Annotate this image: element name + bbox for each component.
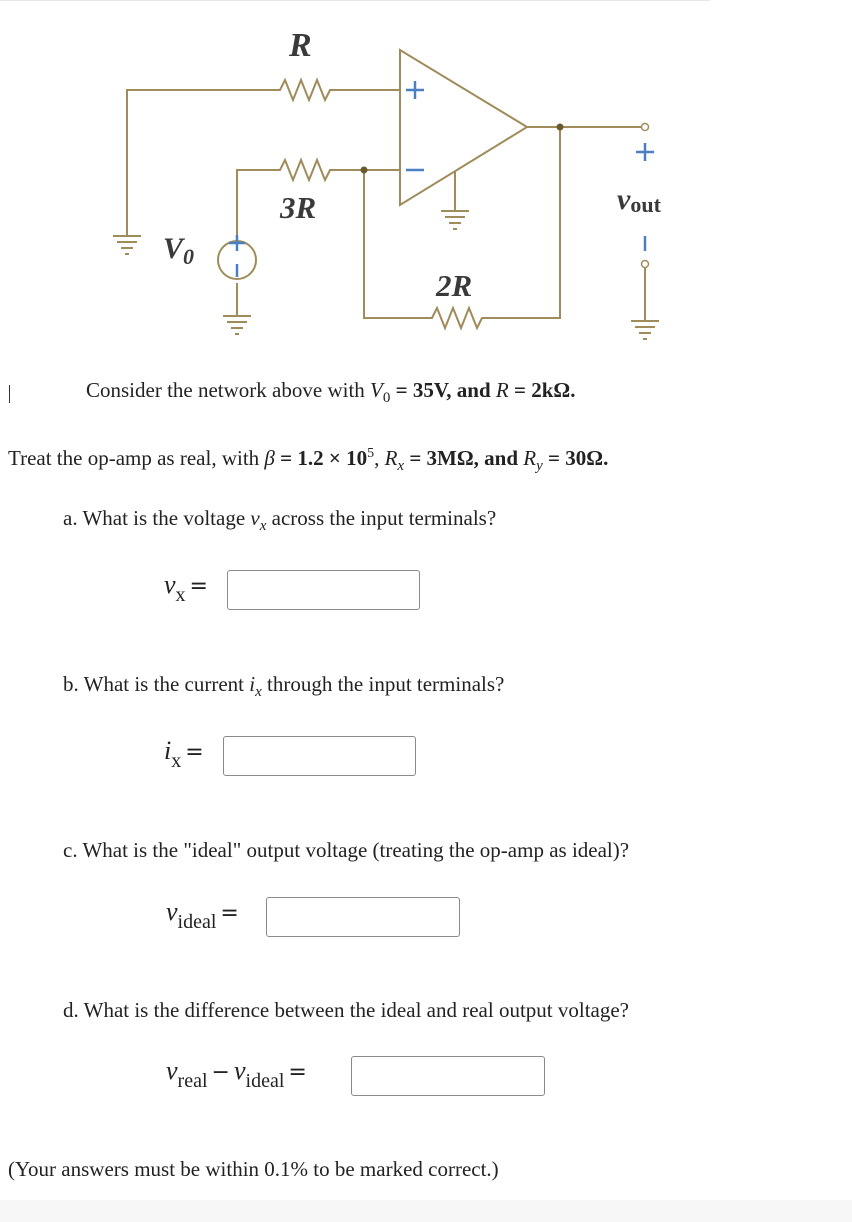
resistor-R	[268, 80, 342, 100]
question-c: c. What is the "ideal" output voltage (treating the op-amp as ideal)?	[63, 838, 630, 862]
p2-d: = 3MΩ, and	[404, 446, 524, 470]
text-cursor	[9, 385, 10, 403]
p2-a: Treat the op-amp as real, with	[8, 446, 265, 470]
ground-icon-output	[631, 321, 659, 339]
ground-icon-source	[223, 316, 251, 334]
p2-beta: β	[264, 446, 275, 470]
label-vout	[617, 183, 661, 217]
p1-Vsub: 0	[382, 390, 391, 406]
ix-sub: x	[171, 750, 182, 772]
p1-R: R	[495, 378, 509, 402]
circuit-wires	[127, 90, 645, 320]
qb-text-1: b. What is the current	[63, 672, 250, 696]
p2-e: = 30Ω.	[542, 446, 609, 470]
answer-label-difference	[166, 1056, 311, 1096]
label-v0-main: V	[163, 232, 184, 265]
videal2-sub: ideal	[245, 1070, 285, 1092]
label-3R: 3R	[280, 190, 317, 225]
voltage-source-v0	[218, 235, 256, 279]
label-vout-sub: out	[630, 192, 661, 217]
p2-Ry: R	[523, 446, 537, 470]
p2-Ry-sub: y	[536, 458, 543, 474]
question-b	[63, 672, 505, 700]
ground-icon-opamp	[441, 211, 469, 229]
qa-text-2: across the input terminals?	[266, 506, 497, 530]
vx-input[interactable]	[227, 570, 420, 610]
vx-var: v	[164, 570, 176, 599]
qa-text-1: a. What is the voltage	[63, 506, 251, 530]
label-v0	[163, 232, 195, 269]
qa-var: v	[250, 506, 260, 530]
p1-b: = 35V, and	[390, 378, 496, 402]
vx-sub: x	[175, 584, 186, 606]
label-2R: 2R	[436, 268, 473, 303]
ground-symbols	[113, 211, 659, 339]
vreal-var: v	[166, 1056, 178, 1085]
ix-equals: =	[185, 740, 204, 765]
qb-var: i	[249, 672, 256, 696]
p2-Rx: R	[384, 446, 398, 470]
videal-sub: ideal	[177, 911, 217, 933]
answer-label-ix	[164, 736, 208, 776]
p2-c: ,	[374, 446, 385, 470]
p2-b: = 1.2 × 10	[274, 446, 368, 470]
vx-equals: =	[189, 574, 208, 599]
resistor-2R	[420, 308, 494, 328]
ix-input[interactable]	[223, 736, 416, 776]
p1-c: = 2kΩ.	[508, 378, 576, 402]
answer-label-vx	[164, 570, 212, 610]
p1-a: Consider the network above with	[86, 378, 371, 402]
label-v0-sub: 0	[183, 244, 195, 269]
difference-input[interactable]	[351, 1056, 545, 1096]
p2-Rx-sub: x	[397, 458, 405, 474]
videal-equals: =	[220, 901, 239, 926]
ix-var: i	[164, 736, 172, 765]
bottom-strip	[0, 1200, 852, 1222]
circuit-diagram	[0, 0, 852, 360]
videal2-var: v	[233, 1056, 246, 1085]
label-R: R	[289, 27, 312, 64]
qb-var-sub: x	[255, 684, 262, 700]
tolerance-note: (Your answers must be within 0.1% to be marked correct.)	[8, 1157, 499, 1181]
problem-line-1	[86, 378, 576, 406]
resistor-3R	[268, 160, 342, 180]
answer-label-videal	[166, 897, 243, 937]
question-a	[63, 506, 497, 534]
videal-input[interactable]	[266, 897, 460, 937]
videal-var: v	[166, 897, 178, 926]
question-d: d. What is the difference between the ideal and real output voltage?	[63, 998, 629, 1022]
vreal-sub: real	[177, 1070, 208, 1092]
diff-equals: =	[288, 1060, 307, 1085]
qa-var-sub: x	[259, 518, 267, 534]
label-vout-main: v	[617, 183, 631, 216]
problem-line-2	[8, 446, 609, 474]
p1-V: V	[370, 378, 383, 402]
p2-exp: 5	[367, 446, 375, 461]
op-amp	[400, 50, 527, 205]
qb-text-2: through the input terminals?	[261, 672, 505, 696]
minus-sign: −	[211, 1060, 230, 1085]
ground-icon-left	[113, 236, 141, 254]
